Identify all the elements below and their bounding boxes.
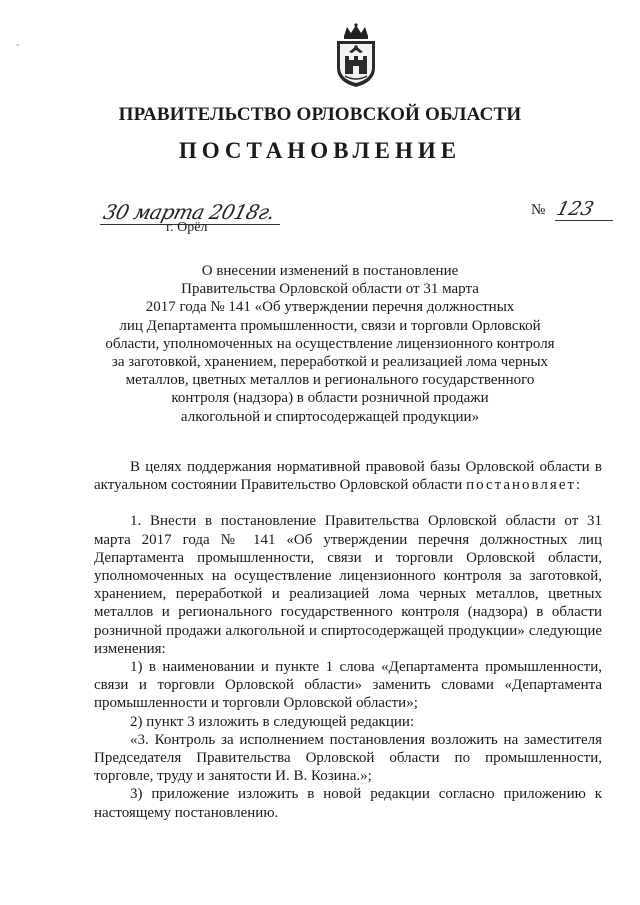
government-name: ПРАВИТЕЛЬСТВО ОРЛОВСКОЙ ОБЛАСТИ <box>118 104 522 125</box>
title-line: Правительства Орловской области от 31 марта <box>181 281 479 298</box>
decree-title <box>95 262 565 426</box>
body-paragraph: «3. Контроль за исполнением постановления возложить на заместителя Председателя Правительства Орловской области по промышленности, торговле, труду и занятости И. В. Козина.»; <box>94 731 602 785</box>
preamble-paragraph <box>94 458 602 494</box>
body-paragraph: 2) пункт 3 изложить в следующей редакции: <box>130 713 415 730</box>
body-paragraph: 1. Внести в постановление Правительства Орловской области от 31 марта 2017 года № 141 «Об утверждении перечня должностных лиц Департамента промышленности, связи и торговли Орловской области, уполномоченных на осуществление лицензионного контроля за заготовкой, хранением, переработкой и реализацией лома черных металлов, цветных металлов и регионального государственного контроля (надзора) в области розничной продажи алкогольной и спиртосодержащей продукции» следующие изменения: <box>94 513 602 657</box>
preamble-text: В целях поддержания нормативной правовой базы Орловской области в актуальном состоянии Правительство Орловской области <box>94 459 602 494</box>
title-line: области, уполномоченных на осуществление лицензионного контроля <box>105 335 555 352</box>
margin-mark: - <box>16 40 20 51</box>
handwritten-number: 123 <box>554 198 597 220</box>
title-line: алкогольной и спиртосодержащей продукции» <box>180 408 480 425</box>
title-line: за заготовкой, хранением, переработкой и реализацией лома черных <box>111 354 549 371</box>
resolves-word: постановляет: <box>466 477 583 494</box>
document-type: ПОСТАНОВЛЕНИЕ <box>178 138 462 163</box>
title-line: металлов, цветных металлов и регионального государственного <box>125 372 535 389</box>
city: г. Орёл <box>166 220 208 235</box>
coat-of-arms-icon <box>331 22 381 88</box>
number-underline <box>555 220 613 221</box>
title-line: 2017 года № 141 «Об утверждении перечня должностных <box>145 299 515 316</box>
number-label: № <box>531 202 546 218</box>
handwritten-date: 30 марта 2018г. <box>101 200 278 224</box>
body-paragraph: 1) в наименовании и пункте 1 слова «Департамента промышленности, связи и торговли Орловской области» заменить словами «Департамента промышленности и торговли Орловской области»; <box>94 659 602 712</box>
title-line: контроля (надзора) в области розничной продажи <box>171 390 489 407</box>
body-paragraph: 3) приложение изложить в новой редакции согласно приложению к настоящему постановлению. <box>94 786 602 821</box>
decree-body <box>94 458 602 822</box>
title-line: О внесении изменений в постановление <box>201 263 459 279</box>
title-line: лиц Департамента промышленности, связи и торговли Орловской <box>119 317 541 334</box>
